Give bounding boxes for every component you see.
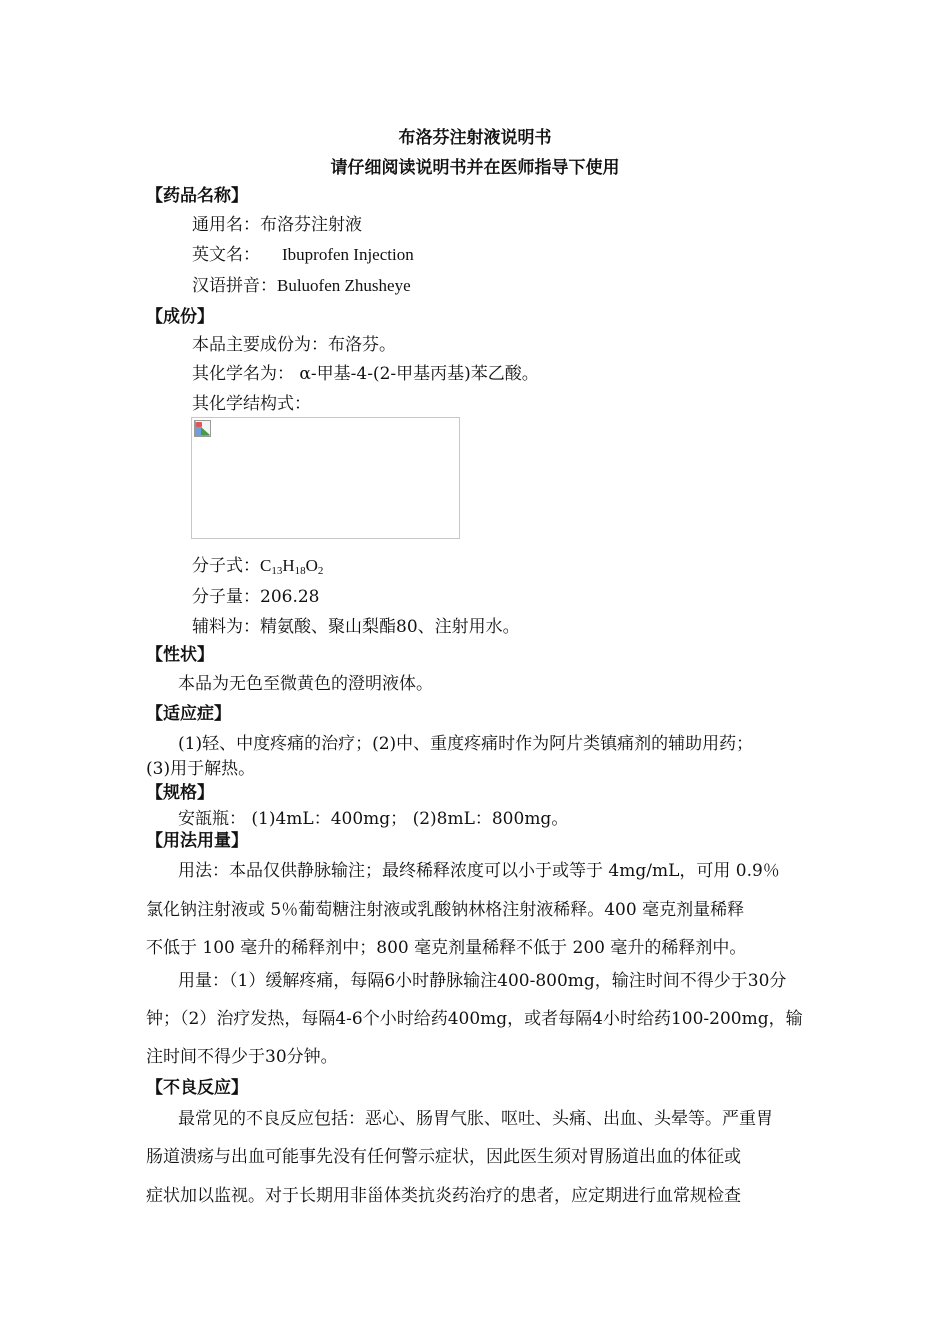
document-subtitle: 请仔细阅读说明书并在医师指导下使用 xyxy=(330,158,620,178)
dosage-amount-line-2: 钟；（2）治疗发热，每隔4-6个小时给药400mg，或者每隔4小时给药100-200mg，输 xyxy=(146,1009,803,1029)
english-name-value: Ibuprofen Injection xyxy=(282,245,414,264)
molecular-formula xyxy=(192,551,323,576)
dosage-amount-line-3: 注时间不得少于30分钟。 xyxy=(146,1047,338,1067)
dosage-usage-line-1: 用法：本品仅供静脉输注；最终稀释浓度可以小于或等于 4mg/mL，可用 0.9％ xyxy=(178,861,780,881)
specification-text: 安瓿瓶： (1)4mL：400mg； (2)8mL：800mg。 xyxy=(178,809,569,829)
heading-appearance: 【性状】 xyxy=(146,645,214,665)
generic-name: 通用名：布洛芬注射液 xyxy=(192,215,362,235)
adverse-line-1: 最常见的不良反应包括：恶心、肠胃气胀、呕吐、头痛、出血、头晕等。严重胃 xyxy=(178,1109,773,1129)
broken-image-icon xyxy=(194,420,211,437)
english-name-label: 英文名： xyxy=(192,245,260,265)
heading-indications: 【适应症】 xyxy=(146,704,231,724)
english-name xyxy=(192,240,414,265)
heading-adverse-reactions: 【不良反应】 xyxy=(146,1078,248,1098)
heading-dosage: 【用法用量】 xyxy=(146,831,248,851)
chemical-name: 其化学名为： α-甲基-4-(2-甲基丙基)苯乙酸。 xyxy=(192,364,539,384)
document-title: 布洛芬注射液说明书 xyxy=(398,128,552,148)
main-ingredient: 本品主要成份为：布洛芬。 xyxy=(192,335,396,355)
formula-label: 分子式： xyxy=(192,556,260,576)
chemical-structure-image xyxy=(191,417,460,539)
appearance-text: 本品为无色至微黄色的澄明液体。 xyxy=(178,674,433,694)
dosage-usage-line-2: 氯化钠注射液或 5％葡萄糖注射液或乳酸钠林格注射液稀释。400 毫克剂量稀释 xyxy=(146,900,745,920)
structure-label: 其化学结构式： xyxy=(192,394,311,414)
dosage-amount-line-1: 用量：（1）缓解疼痛，每隔6小时静脉输注400-800mg，输注时间不得少于30分 xyxy=(178,971,787,991)
heading-specification: 【规格】 xyxy=(146,783,214,803)
pinyin-name xyxy=(192,271,411,296)
dosage-usage-line-3: 不低于 100 毫升的稀释剂中；800 毫克剂量稀释不低于 200 毫升的稀释剂中。 xyxy=(146,938,747,958)
pinyin-value: Buluofen Zhusheye xyxy=(277,276,411,295)
adverse-line-3: 症状加以监视。对于长期用非甾体类抗炎药治疗的患者，应定期进行血常规检查 xyxy=(146,1186,741,1206)
pinyin-label: 汉语拼音： xyxy=(192,276,277,296)
heading-composition: 【成份】 xyxy=(146,307,214,327)
adverse-line-2: 肠道溃疡与出血可能事先没有任何警示症状，因此医生须对胃肠道出血的体征或 xyxy=(146,1147,741,1167)
excipients: 辅料为：精氨酸、聚山梨酯80、注射用水。 xyxy=(192,617,520,637)
indications-line-2: (3)用于解热。 xyxy=(146,759,256,779)
heading-drug-name: 【药品名称】 xyxy=(146,186,248,206)
indications-line-1: (1)轻、中度疼痛的治疗；(2)中、重度疼痛时作为阿片类镇痛剂的辅助用药； xyxy=(178,734,754,754)
molecular-weight: 分子量：206.28 xyxy=(192,587,320,607)
formula-value: $C_{13}H_{18}O_2$ xyxy=(260,556,324,577)
